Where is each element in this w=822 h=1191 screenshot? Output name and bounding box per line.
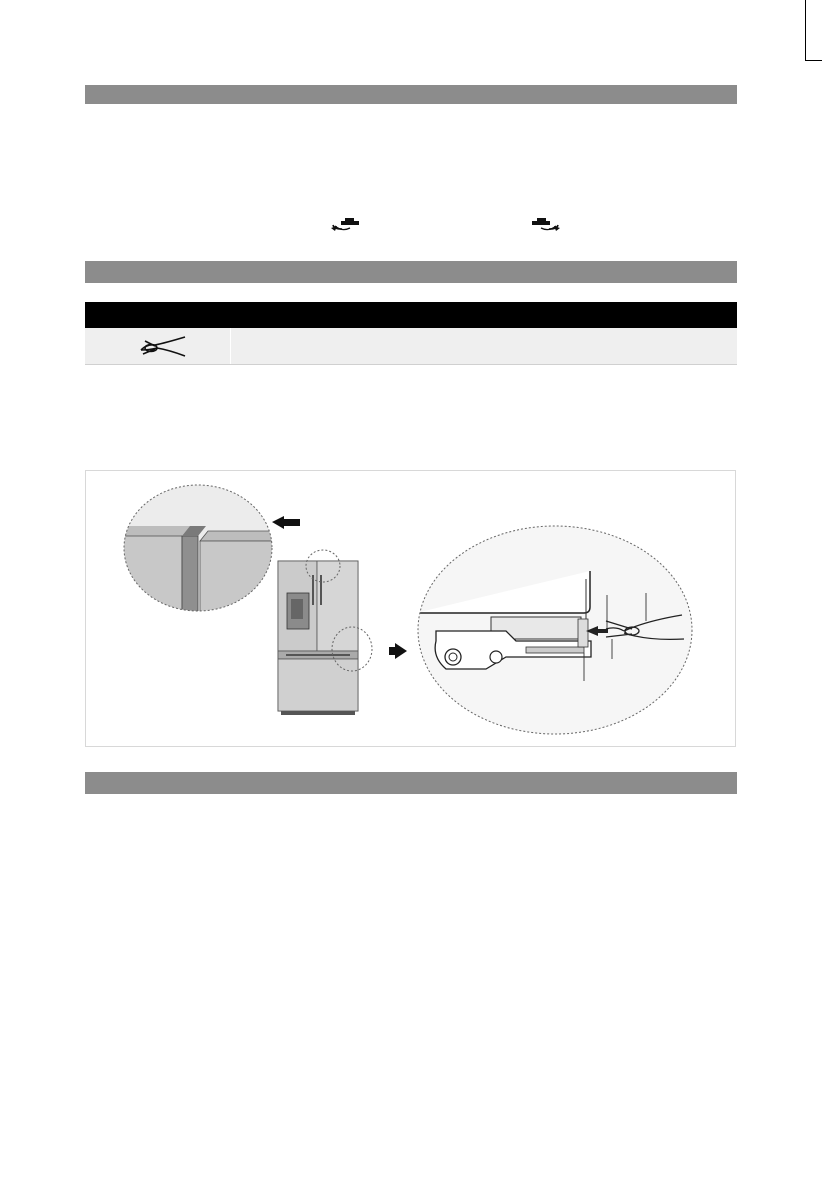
crop-mark — [805, 0, 806, 61]
crop-mark — [805, 60, 822, 61]
rotate-clockwise-icon — [531, 216, 561, 234]
illustration-graphic — [86, 471, 737, 748]
section-heading-bar — [85, 772, 737, 794]
arrow-right-icon — [389, 643, 407, 659]
refrigerator-drawing — [278, 561, 358, 715]
door-alignment-illustration — [85, 470, 736, 747]
tools-table-header — [85, 302, 737, 328]
table-row — [85, 328, 737, 365]
pliers-icon — [85, 328, 230, 364]
section-heading — [85, 263, 93, 277]
tools-table-header-label — [85, 308, 93, 322]
rotate-counterclockwise-icon — [330, 216, 360, 234]
section-heading-bar — [85, 85, 737, 104]
arrow-left-icon — [272, 516, 300, 529]
section-heading-bar — [85, 261, 737, 283]
door-gap-detail — [116, 471, 286, 631]
section-heading — [85, 774, 93, 788]
hinge-detail — [416, 521, 696, 741]
tool-icon-cell — [85, 328, 231, 364]
section-heading — [85, 87, 93, 101]
